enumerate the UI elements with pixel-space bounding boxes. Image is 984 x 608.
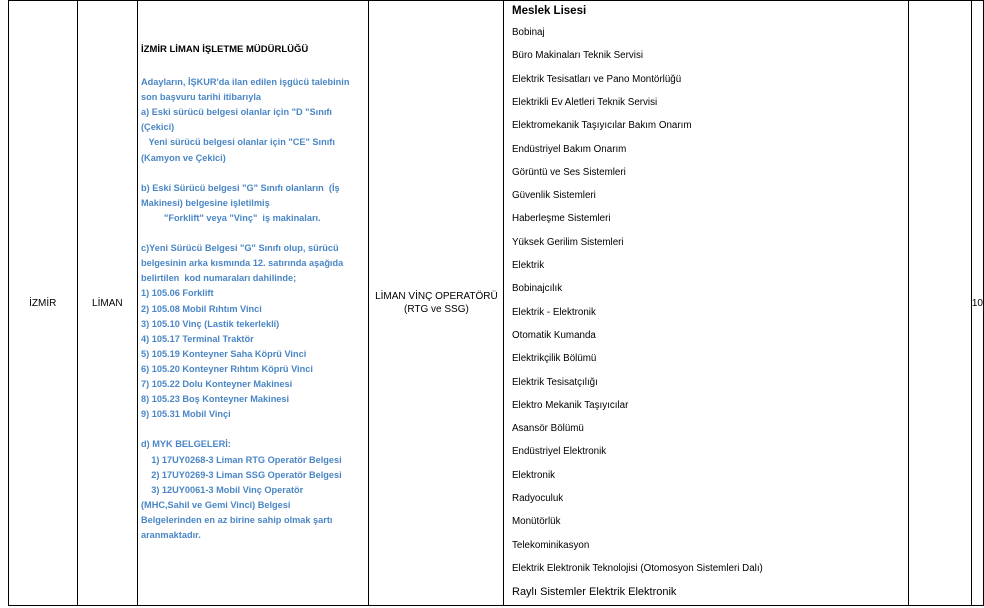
education-item: Elektrik Elektronik Teknolojisi (Otomosyon Sistemleri Dalı)	[512, 562, 763, 574]
requirement-line: 5) 105.19 Konteyner Saha Köprü Vinci	[141, 348, 307, 359]
requirement-line: 8) 105.23 Boş Konteyner Makinesi	[141, 394, 290, 405]
education-item: Elektrik	[512, 260, 545, 271]
requirement-line: aranmaktadır.	[141, 530, 201, 540]
requirement-line: Makinesi) belgesine işletilmiş	[141, 197, 270, 208]
workplace-name: İZMİR LİMAN İŞLETME MÜDÜRLÜĞÜ	[141, 44, 309, 55]
education-item: Elektronik	[512, 469, 556, 481]
education-item: Güvenlik Sistemleri	[512, 190, 596, 202]
il-text: İZMİR	[29, 297, 57, 309]
requirement-line: 9) 105.31 Mobil Vinçi	[141, 409, 231, 420]
education-item: Telekominikasyon	[512, 539, 590, 551]
requirement-line: belirtilen kod numaraları dahilinde;	[141, 273, 297, 284]
requirement-line: 1) 17UY0268-3 Liman RTG Operatör Belgesi	[141, 454, 342, 465]
requirement-line: son başvuru tarihi itibarıyla	[141, 92, 261, 103]
cell-ilce	[77, 1, 138, 606]
education-item: Otomatik Kumanda	[512, 329, 596, 341]
requirement-line: (Kamyon ve Çekici)	[141, 152, 226, 163]
education-item: Elektrikli Ev Aletleri Teknik Servisi	[512, 96, 658, 108]
education-item: Elektrikçilik Bölümü	[512, 353, 597, 365]
requirement-line: Yeni sürücü belgesi olanlar için "CE" Sınıfı	[141, 137, 335, 148]
requirement-line: Adayların, İŞKUR'da ilan edilen işgücü talebinin	[141, 77, 350, 87]
requirement-line: 6) 105.20 Konteyner Rıhtım Köprü Vinci	[141, 363, 313, 374]
education-item: Görüntü ve Ses Sistemleri	[512, 166, 626, 178]
requirement-line: 4) 105.17 Terminal Traktör	[141, 333, 254, 344]
education-item: Haberleşme Sistemleri	[512, 213, 611, 225]
requirement-line: d) MYK BELGELERİ:	[141, 439, 231, 450]
meslek-title: LİMAN VİNÇ OPERATÖRÜ	[375, 291, 498, 302]
sayi-text: 10	[971, 297, 983, 309]
education-item: Bobinajcılık	[512, 283, 563, 295]
education-item: Raylı Sistemler Elektrik Elektronik	[512, 586, 677, 599]
education-item: Asansör Bölümü	[512, 423, 584, 435]
education-item: Elektromekanik Taşıyıcılar Bakım Onarım	[512, 120, 692, 132]
education-item: Elektro Mekanik Taşıyıcılar	[512, 399, 629, 411]
education-item: Endüstriyel Elektronik	[512, 446, 607, 458]
requirement-line: a) Eski sürücü belgesi olanlar için "D "Sınıfı	[141, 107, 332, 118]
education-item: Elektrik Tesisatları ve Pano Montörlüğü	[512, 73, 682, 85]
ilce-text: LİMAN	[92, 297, 123, 309]
requirement-line: 2) 105.08 Mobil Rıhtım Vinci	[141, 303, 262, 314]
education-item: Monütörlük	[512, 516, 561, 528]
education-item: Radyoculuk	[512, 493, 564, 504]
requirement-line: 7) 105.22 Dolu Konteyner Makinesi	[141, 379, 293, 389]
meslek-subtitle: (RTG ve SSG)	[403, 304, 469, 315]
education-item: Elektrik Tesisatçılığı	[512, 376, 598, 388]
requirement-line: "Forklift" veya "Vinç" iş makinaları.	[141, 212, 321, 223]
requirement-line: 2) 17UY0269-3 Liman SSG Operatör Belgesi	[141, 469, 342, 480]
requirement-line: 3) 105.10 Vinç (Lastik tekerlekli)	[141, 318, 280, 329]
requirement-line: c)Yeni Sürücü Belgesi "G" Sınıfı olup, sürücü	[141, 243, 339, 254]
requirement-line: b) Eski Sürücü belgesi "G" Sınıfı olanların (İş	[141, 182, 340, 193]
cell-empty	[908, 1, 971, 606]
cell-education	[504, 1, 908, 606]
requirement-line: belgesinin arka kısmında 12. satırında aşağıda	[141, 258, 344, 269]
cell-sayi	[971, 1, 983, 606]
requirement-line: (MHC,Sahil ve Gemi Vinci) Belgesi	[141, 499, 291, 510]
cell-meslek	[369, 1, 504, 606]
education-item: Büro Makinaları Teknik Servisi	[512, 50, 644, 62]
education-item: Bobinaj	[512, 27, 545, 38]
requirement-line: Belgelerinden en az birine sahip olmak şartı	[141, 514, 333, 525]
education-item: Yüksek Gerilim Sistemleri	[512, 236, 624, 248]
education-item: Elektrik - Elektronik	[512, 306, 596, 318]
requirement-line: 1) 105.06 Forklift	[141, 288, 214, 299]
education-heading: Meslek Lisesi	[512, 5, 587, 17]
cell-il	[9, 1, 78, 606]
requirement-line: 3) 12UY0061-3 Mobil Vinç Operatör	[141, 484, 304, 495]
education-item: Endüstriyel Bakım Onarım	[512, 143, 627, 155]
requirement-line: (Çekici)	[141, 122, 175, 133]
